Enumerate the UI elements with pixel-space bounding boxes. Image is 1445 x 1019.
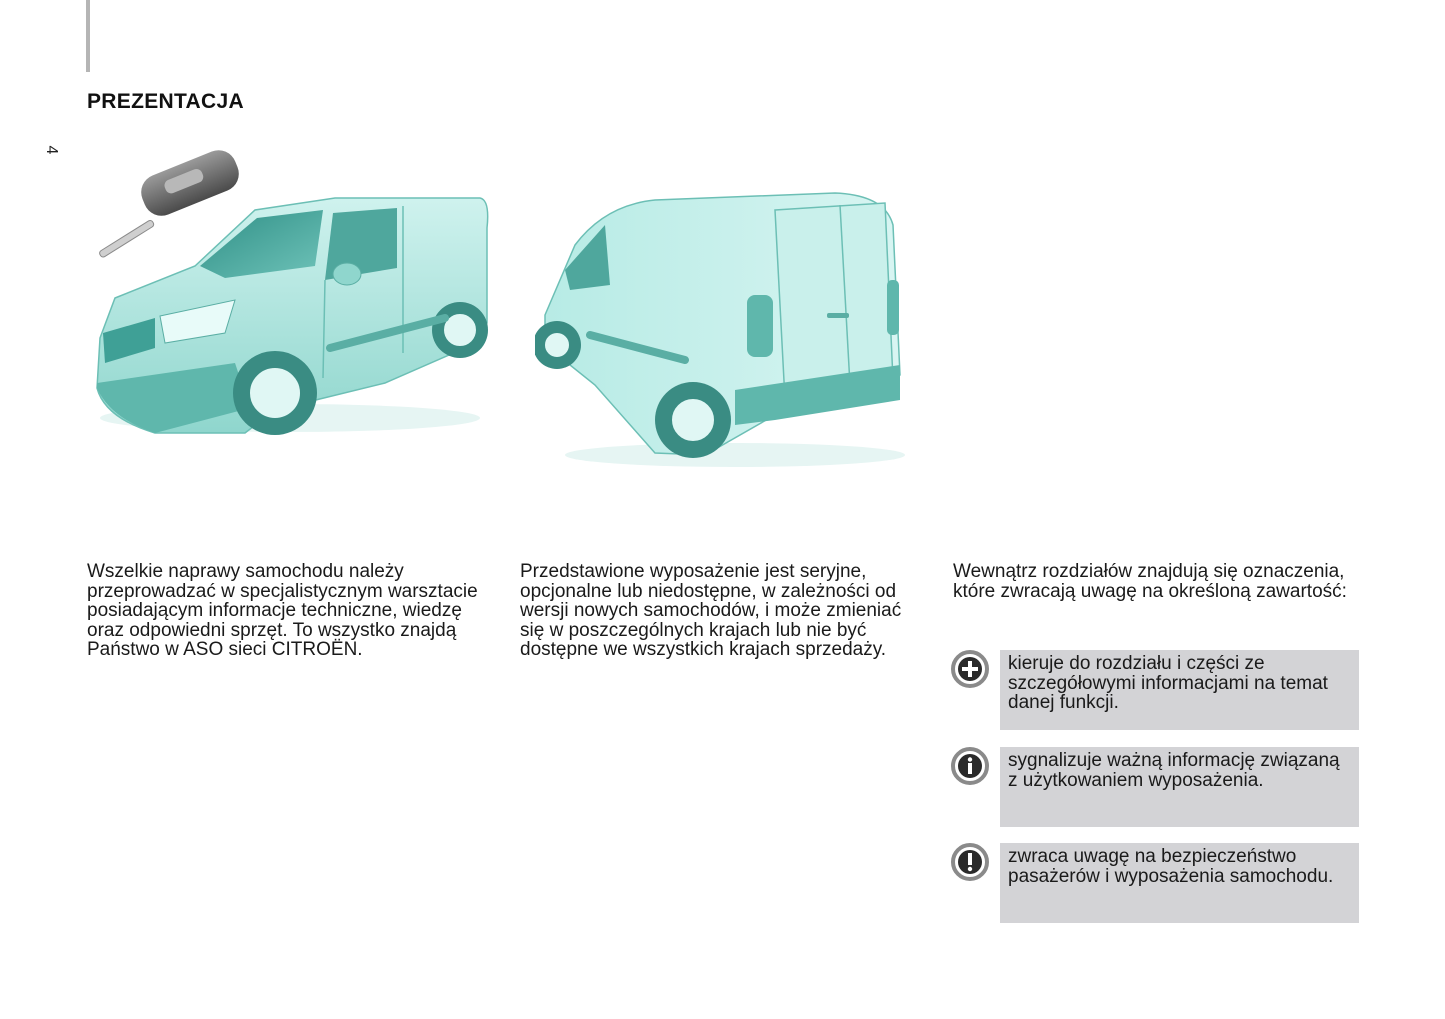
van-front-illustration — [85, 148, 495, 448]
legend-item-info — [1000, 747, 1359, 827]
legend-text: zwraca uwagę na bezpieczeństwo pasażerów i wyposażenia samochodu. — [1008, 846, 1334, 887]
warning-icon — [951, 843, 989, 881]
legend-text: kieruje do rozdziału i części ze szczegółowymi informacjami na temat danej funkcji. — [1008, 653, 1328, 713]
page-title: PREZENTACJA — [87, 90, 244, 113]
legend-text: sygnalizuje ważną informację związaną z użytkowaniem wyposażenia. — [1008, 750, 1340, 791]
legend-item-details — [1000, 650, 1359, 730]
legend-item-safety — [1000, 843, 1359, 923]
symbols-intro-text: Wewnątrz rozdziałów znajdują się oznaczenia, które zwracają uwagę na określoną zawartość: — [953, 561, 1347, 602]
plus-icon — [951, 650, 989, 688]
margin-rule — [86, 0, 90, 72]
page-number: 4 — [43, 145, 60, 155]
van-rear-illustration — [535, 185, 910, 475]
info-icon — [951, 747, 989, 785]
repair-notice-text: Wszelkie naprawy samochodu należy przeprowadzać w specjalistycznym warsztacie posiadającym informacje techniczne, wiedzę oraz odpowiedni sprzęt. To wszystko znajdą Państwo w ASO sieci CITROËN. — [87, 561, 478, 660]
equipment-notice-text: Przedstawione wyposażenie jest seryjne, opcjonalne lub niedostępne, w zależności od wersji nowych samochodów, i może zmieniać się w poszczególnych krajach lub nie być dostępne we wszystkich krajach sprzedaży. — [520, 561, 902, 660]
